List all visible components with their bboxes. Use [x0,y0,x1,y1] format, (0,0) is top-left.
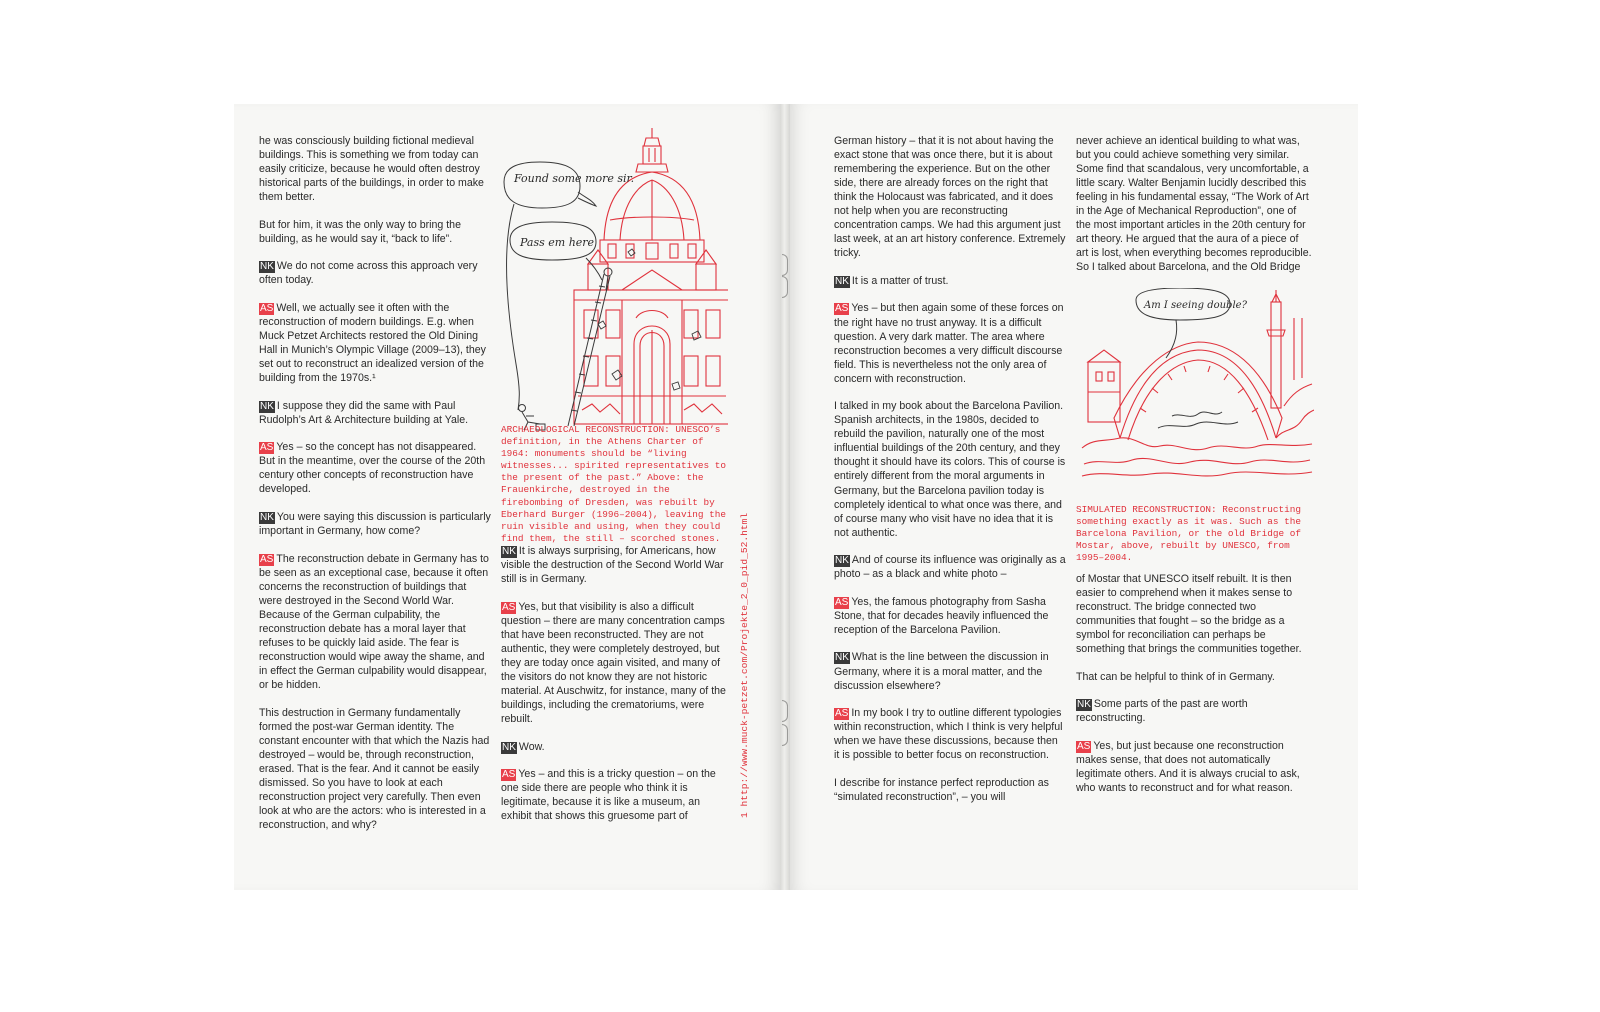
mostar-bridge-sketch [1080,288,1314,482]
right-page-column-2-bottom [1076,572,1312,809]
paragraph-text: Well, we actually see it often with the reconstruction of modern buildings. E.g. when Muck Petzet Architects restored the Old Dining Hall in Munich’s Olympic Village (2009–13), they set out to reconstruct an idealized version of the building from the 1970s.¹ [259,301,486,385]
paragraph-text: he was consciously building fictional medieval buildings. This is something we from today can easily criticize, because he would often destroy historical parts of the buildings, in order to make them better. [259,135,484,204]
paragraph-text: Yes, the famous photography from Sasha Stone, that for decades heavily influenced the reception of the Barcelona Pavilion. [834,595,1049,636]
paragraph [1076,572,1312,656]
right-page [790,104,1358,890]
gutter [780,104,790,890]
speaker-tag-nk: NK [260,261,274,273]
paragraph-text: German history – that it is not about having the exact stone that was once there, but it is about remembering the experience. But on the other side, there are already forces on the right that think the Holocaust was fabricated, and it does not help when you are reconstructing concentration camps. We had this argument just last week, at an art history conference. Extremely tricky. [834,135,1066,260]
speaker-tag-nk: NK [835,652,849,664]
paragraph-text: You were saying this discussion is particularly important in Germany, how come? [259,510,491,538]
paragraph [259,706,491,832]
paragraph [834,706,1066,762]
paragraph [259,218,491,246]
paragraph-text: But for him, it was the only way to bring the building, as he would say it, “back to life”. [259,218,461,245]
paragraph [501,544,733,586]
speaker-tag-as: AS [260,553,274,565]
paragraph-text: Some parts of the past are worth reconstructing. [1076,698,1248,725]
paragraph [834,776,1066,804]
bubble-text-2: Pass em here [520,236,595,249]
paragraph-text: This destruction in Germany fundamentally formed the post-war German identity. The constant encounter with that which the Nazis had destroyed – would be, through reconstruction, erased. That is the fear. And it cannot be easily dismissed. So you have to look at each reconstruction project very carefully. Then even look at who are the actors: who is interested in a reconstruction, and why? [259,706,490,831]
speaker-tag-nk: NK [502,546,516,557]
paragraph-text: The reconstruction debate in Germany has to be seen as an exceptional case, because it often concerns the reconstruction of buildings that were destroyed in the Second World War. Because of the German culpability, the reconstruction debate has a moral layer that refuses to be quickly laid aside. The fear is reconstruction would wipe away the shame, and in effect the German culpability would disappear, or be hidden. [259,552,489,691]
paragraph-text: Yes – so the concept has not disappeared. But in the meantime, over the course of the 20th century other concepts of reconstruction have developed. [259,441,486,496]
paragraph [259,134,491,204]
mostar-caption: SIMULATED RECONSTRUCTION: Reconstructing something exactly as it was. Such as the Barcelona Pavilion, or the old Bridge of Mostar, above, rebuilt by UNESCO, from 1995–2004. [1076,504,1302,564]
paragraph [834,650,1066,692]
paragraph [259,301,491,385]
footnote-url-text[interactable]: 1 http://www.muck-petzet.com/Projekte_2_0_pid_52.html [739,512,750,818]
speaker-tag-as: AS [260,302,274,314]
staple-top [782,254,788,276]
paragraph-text: I describe for instance perfect reproduction as “simulated reconstruction”, – you will [834,776,1049,803]
paragraph-text: Yes – but then again some of these forces on the right have no trust anyway. It is a difficult question. A very dark matter. The area where reconstruction becomes a very difficult discourse field. This is nevertheless not the only area of concern with reconstruction. [834,302,1064,385]
paragraph-text: In my book I try to outline different typologies within reconstruction, which I think is very helpful when we have these discussions, because then it is possible to better focus on reconstruction. [834,707,1063,762]
paragraph [501,767,733,823]
paragraph [501,600,733,726]
right-page-column-2-top [1076,134,1312,288]
paragraph-text: I talked in my book about the Barcelona Pavilion. Spanish architects, in the 1980s, decided to rebuild the pavilion, naturally one of the most influential buildings of the 20th century, and they thought it should have its colors. This of course is entirely different from the moral arguments in Germany, but the Barcelona pavilion today is completely identical to what once was there, and of course many who visit have no idea that it is not authentic. [834,400,1066,539]
paragraph-text: of Mostar that UNESCO itself rebuilt. It is then easier to comprehend when it makes sense to reconstruct. The bridge connected two communities that fought – so the bridge as a symbol for reconciliation can perhaps be something that brings the communities together. [1076,573,1302,656]
paragraph [259,399,491,427]
paragraph [1076,670,1312,684]
speaker-tag-nk: NK [1077,699,1091,711]
speaker-tag-as: AS [835,708,849,720]
speaker-tag-as: AS [1077,740,1091,752]
paragraph-text: That can be helpful to think of in Germany. [1076,670,1275,683]
paragraph-text: What is the line between the discussion in Germany, where it is a moral matter, and the discussion elsewhere? [834,651,1049,692]
speaker-tag-nk: NK [502,741,516,753]
speaker-tag-as: AS [260,442,274,454]
speaker-tag-as: AS [835,303,849,315]
speaker-tag-nk: NK [835,555,849,567]
paragraph-text: Wow. [518,740,545,753]
paragraph-text: It is a matter of trust. [851,274,949,287]
speaker-tag-nk: NK [835,275,849,287]
speaker-tag-nk: NK [260,511,274,523]
paragraph: never achieve an identical building to what was, but you could achieve something very similar. Some find that scandalous, very uncomfortable, a little scary. Walter Benjamin lucidly described this feeling in his fundamental essay, “The Work of Art in the Age of Mechanical Reproduction”, one of the most important articles in the 20th century for art theory. He argued that the aura of a piece of art is lost, when everything becomes reproducible. So I talked about Barcelona, and the Old Bridge [1076,135,1312,274]
staple-top-2 [782,276,788,298]
paragraph [834,274,1066,288]
left-page-column-2 [501,544,733,837]
paragraph [834,553,1066,581]
speaker-tag-as: AS [502,769,516,781]
left-page-column-1 [259,134,491,845]
booklet-spread [234,104,1358,890]
paragraph [259,440,491,496]
left-page [234,104,780,890]
speaker-tag-nk: NK [260,400,274,412]
paragraph [834,134,1066,260]
paragraph-text: Yes, but that visibility is also a difficult question – there are many concentration camps that have been reconstructed. They are not authentic, they were completely destroyed, but they are today once again visited, and many of the visitors do not know they are not historic material. At Auschwitz, for instance, many of the buildings, including the crematoriums, were rebuilt. [501,600,726,726]
bubble-text-3: Am I seeing double? [1144,300,1247,311]
paragraph-text: Yes – and this is a tricky question – on the one side there are people who think it is legitimate, because it is like a museum, an exhibit that shows this gruesome part of [501,768,716,823]
speaker-tag-as: AS [835,596,849,608]
paragraph-text: We do not come across this approach very often today. [259,260,478,287]
frauenkirche-sketch [502,124,728,442]
paragraph [259,510,491,538]
frauenkirche-caption: ARCHAEOLOGICAL RECONSTRUCTION: UNESCO’s definition, in the Athens Charter of 1964: monuments should be “living witnesses... spirited representatives to the present of the past.” Above: the Frauenkirche, destroyed in the firebombing of Dresden, was rebuilt by Eberhard Burger (1996–2004), leaving the ruin visible and using, when they could find them, the still – scorched stones. [501,424,727,544]
paragraph-text: It is always surprising, for Americans, how visible the destruction of the Second World War still is in Germany. [501,545,724,586]
paragraph [259,259,491,287]
paragraph [834,301,1066,385]
staple-bottom-2 [782,724,788,746]
footnote-url[interactable] [739,512,753,818]
paragraph [834,399,1066,539]
paragraph [1076,739,1312,795]
right-page-column-1 [834,134,1066,817]
staple-bottom [782,700,788,722]
paragraph-text: I suppose they did the same with Paul Rudolph’s Art & Architecture building at Yale. [259,399,469,426]
bubble-text-1: Found some more sir. [514,172,635,185]
paragraph-text: And of course its influence was originally as a photo – as a black and white photo – [834,554,1066,581]
paragraph [501,740,733,754]
speaker-tag-as: AS [502,601,516,613]
paragraph [1076,697,1312,725]
paragraph [259,552,491,692]
paragraph [834,595,1066,637]
paragraph-text: Yes, but just because one reconstruction makes sense, that does not automatically legitimate others. And it is always crucial to ask, who wants to reconstruct and for what reason. [1076,739,1300,795]
